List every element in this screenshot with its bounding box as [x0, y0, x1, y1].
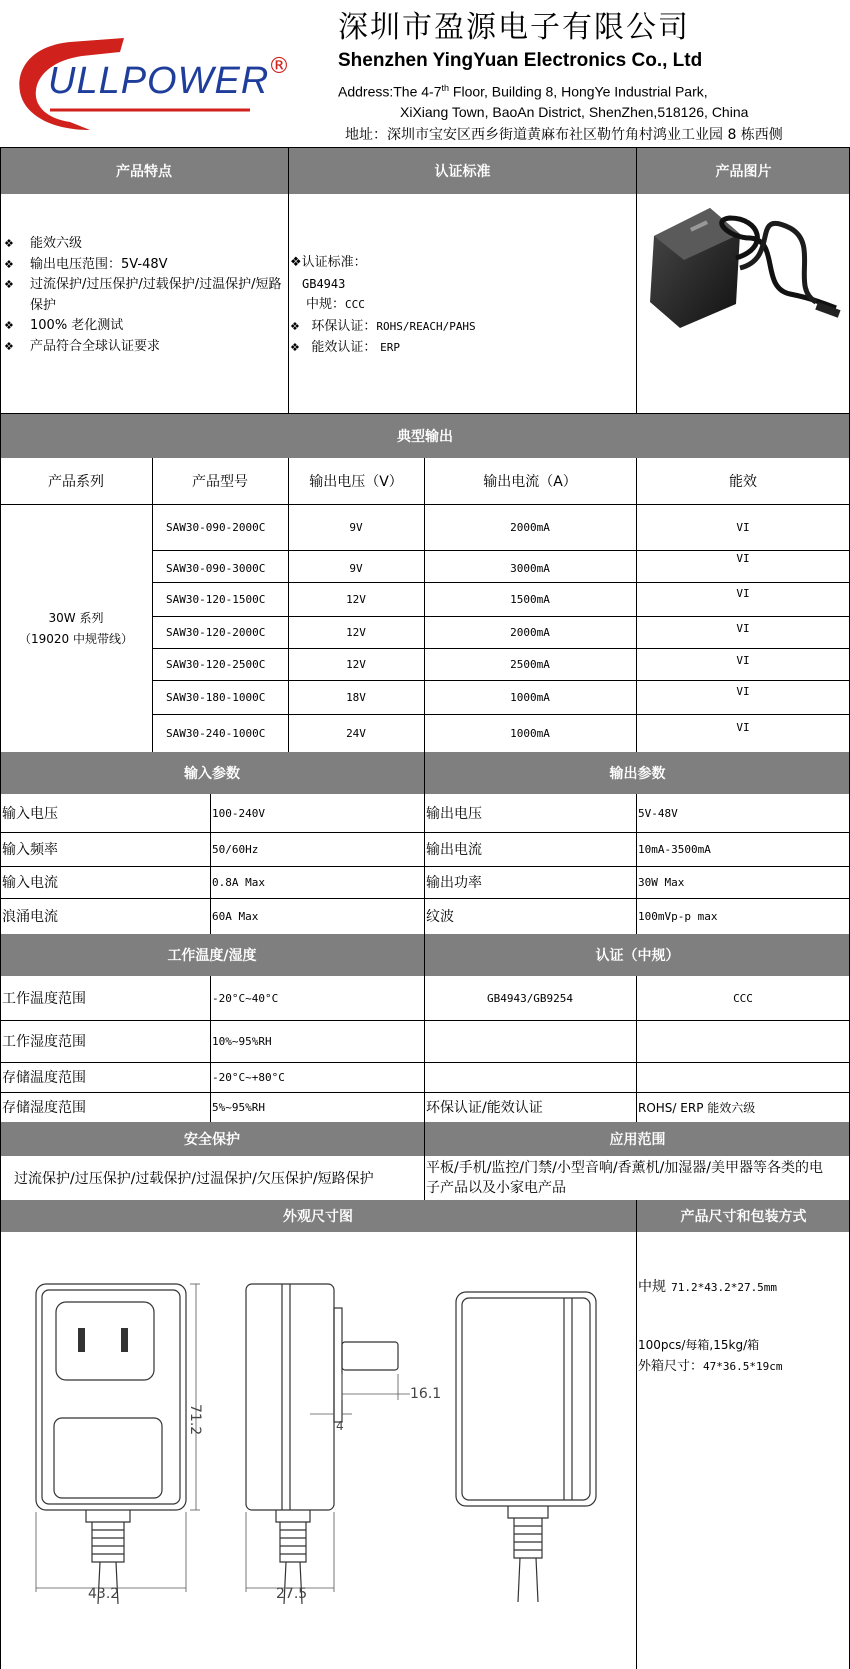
- model-cell: SAW30-180-1000C: [166, 690, 266, 704]
- model-cell: SAW30-240-1000C: [166, 726, 266, 740]
- certs-header: 认证标准: [288, 148, 636, 194]
- cert-standard: GB4943/GB9254: [486, 991, 574, 1005]
- size-label: 中规: [638, 1279, 666, 1295]
- env-label: 工作湿度范围: [2, 1034, 86, 1050]
- cert-mark: ROHS/ ERP 能效六级: [638, 1100, 756, 1115]
- cert-env-label: 环保认证：: [311, 318, 377, 334]
- output-value: 30W Max: [638, 875, 685, 889]
- input-params-header: 输入参数: [0, 752, 424, 794]
- efficiency-cell: VI: [736, 684, 750, 698]
- company-logo: [10, 30, 300, 140]
- current-cell: 1500mA: [510, 592, 550, 606]
- col-header-current: 输出电流（A）: [483, 474, 577, 490]
- cert-standard: 环保认证/能效认证: [426, 1100, 543, 1116]
- table-row: [0, 898, 850, 934]
- output-value: 10mA-3500mA: [638, 842, 711, 856]
- table-row: [0, 794, 850, 832]
- series-cell: [0, 608, 152, 650]
- feature-item: ❖ 产品符合全球认证要求: [2, 337, 286, 358]
- typical-output-table: [0, 458, 850, 752]
- dimensions-header: 外观尺寸图: [0, 1200, 636, 1232]
- dim-height: 71.2: [187, 1404, 203, 1436]
- feature-item: ❖ 100% 老化测试: [2, 316, 286, 337]
- col-header-voltage: 输出电压（V）: [309, 474, 403, 490]
- output-value: 100mVp-p max: [638, 909, 718, 923]
- series-name: 30W 系列: [48, 611, 104, 625]
- model-cell: SAW30-120-2500C: [166, 657, 266, 671]
- env-table: [0, 976, 850, 1122]
- table-row: [152, 714, 850, 752]
- col-header-efficiency: 能效: [729, 474, 757, 490]
- output-params-header: 输出参数: [424, 752, 850, 794]
- logo-text: ULLPOWER: [48, 60, 270, 102]
- feature-item: ❖ 输出电压范围：5V-48V: [2, 255, 286, 276]
- cert-env-value: ROHS/REACH/PAHS: [376, 319, 476, 333]
- table-row: [0, 1062, 850, 1092]
- carton-value: 47*36.5*19cm: [703, 1360, 783, 1373]
- application-line: 平板/手机/监控/门禁/小型音响/香薰机/加湿器/美甲器等各类的电: [426, 1160, 824, 1176]
- efficiency-cell: VI: [736, 520, 750, 534]
- carton-label: 外箱尺寸：: [638, 1359, 704, 1374]
- table-row: [0, 832, 850, 866]
- table-row: [0, 1092, 850, 1122]
- voltage-cell: 12V: [346, 592, 366, 606]
- feature-item: ❖ 过流保护/过压保护/过载保护/过温保护/短路保护: [2, 275, 286, 316]
- header: [0, 0, 850, 148]
- current-cell: 2000mA: [510, 625, 550, 639]
- voltage-cell: 12V: [346, 657, 366, 671]
- efficiency-cell: VI: [736, 720, 750, 734]
- input-label: 输入频率: [2, 842, 58, 858]
- application-text: [426, 1158, 848, 1198]
- diamond-icon: ❖: [290, 341, 300, 354]
- current-cell: 1000mA: [510, 726, 550, 740]
- dimension-drawing-icon: [0, 1232, 636, 1669]
- cert-eff-value: ERP: [380, 341, 401, 354]
- dim-pin-length: 16.1: [410, 1386, 442, 1402]
- voltage-cell: 9V: [349, 561, 363, 575]
- input-value: 100-240V: [212, 806, 265, 820]
- input-value: 50/60Hz: [212, 842, 259, 856]
- input-label: 输入电流: [2, 875, 58, 891]
- efficiency-cell: VI: [736, 653, 750, 667]
- output-label: 输出电压: [426, 806, 482, 822]
- env-label: 工作温度范围: [2, 991, 86, 1007]
- cert-eff-label: 能效认证：: [311, 340, 377, 355]
- address-prefix: Address:The 4-7: [338, 83, 442, 100]
- typical-output-header: 典型输出: [0, 414, 850, 458]
- cert-cn-header: 认证（中规）: [424, 934, 850, 976]
- cert-cn-value: CCC: [345, 298, 365, 311]
- current-cell: 3000mA: [510, 561, 550, 575]
- features-header: 产品特点: [0, 148, 288, 194]
- certs-intro: ❖认证标准：: [290, 255, 367, 270]
- safety-header: 安全保护: [0, 1122, 424, 1156]
- env-value: -20°C~40°C: [212, 991, 279, 1005]
- current-cell: 2500mA: [510, 657, 550, 671]
- size-value: 71.2*43.2*27.5mm: [671, 1281, 778, 1294]
- voltage-cell: 9V: [349, 520, 363, 534]
- cert-cn-label: 中规：: [306, 297, 346, 312]
- io-table: [0, 794, 850, 934]
- cert-gb: GB4943: [302, 276, 346, 291]
- input-value: 60A Max: [212, 909, 259, 923]
- logo-registered: ®: [268, 54, 290, 79]
- adapter-photo-icon: [640, 198, 846, 332]
- front-view: [36, 1284, 200, 1604]
- image-header: 产品图片: [636, 148, 850, 194]
- back-view: [456, 1292, 596, 1602]
- current-cell: 1000mA: [510, 690, 550, 704]
- efficiency-cell: VI: [736, 586, 750, 600]
- voltage-cell: 18V: [346, 690, 366, 704]
- model-cell: SAW30-090-3000C: [166, 561, 266, 575]
- diamond-icon: ❖: [290, 319, 300, 333]
- table-row: [0, 866, 850, 898]
- packing-info: [638, 1276, 848, 1374]
- model-cell: SAW30-090-2000C: [166, 520, 266, 534]
- model-cell: SAW30-120-2000C: [166, 625, 266, 639]
- address-sup: th: [441, 83, 450, 93]
- col-header-model: 产品型号: [192, 474, 248, 490]
- cert-mark: CCC: [733, 991, 753, 1005]
- product-photo: [640, 198, 846, 332]
- packing-header: 产品尺寸和包装方式: [636, 1200, 850, 1232]
- series-note: （19020 中规带线）: [19, 632, 133, 646]
- dim-depth: 27.5: [276, 1586, 308, 1602]
- output-value: 5V-48V: [638, 806, 678, 820]
- safety-row: [0, 1156, 850, 1200]
- env-label: 存储湿度范围: [2, 1100, 86, 1116]
- company-name-cn: 深圳市盈源电子有限公司: [338, 10, 690, 45]
- table-row: [152, 582, 850, 616]
- input-label: 输入电压: [2, 806, 58, 822]
- features-list: [2, 234, 286, 357]
- application-header: 应用范围: [424, 1122, 850, 1156]
- features-section: [0, 194, 850, 414]
- efficiency-cell: VI: [736, 621, 750, 635]
- voltage-cell: 12V: [346, 625, 366, 639]
- table-row: [0, 976, 850, 1020]
- address-line2: XiXiang Town, BaoAn District, ShenZhen,518126, China: [400, 104, 749, 120]
- model-cell: SAW30-120-1500C: [166, 592, 266, 606]
- safety-text: 过流保护/过压保护/过载保护/过温保护/欠压保护/短路保护: [14, 1171, 374, 1187]
- company-name-en: Shenzhen YingYuan Electronics Co., Ltd: [338, 50, 703, 71]
- application-line: 子产品以及小家电产品: [426, 1180, 566, 1196]
- output-label: 输出电流: [426, 842, 482, 858]
- dimensions-section: [0, 1232, 850, 1669]
- voltage-cell: 24V: [346, 726, 366, 740]
- current-cell: 2000mA: [510, 520, 550, 534]
- input-label: 浪涌电流: [2, 909, 58, 925]
- side-view: [246, 1284, 410, 1604]
- env-label: 存储温度范围: [2, 1070, 86, 1086]
- env-header: 工作温度/湿度: [0, 934, 424, 976]
- env-value: 10%~95%RH: [212, 1034, 272, 1048]
- certs-block: [290, 252, 630, 359]
- dim-pin-width: 4: [336, 1419, 344, 1433]
- output-label: 纹波: [426, 909, 454, 925]
- col-header-series: 产品系列: [48, 474, 104, 490]
- dim-width: 43.2: [88, 1586, 120, 1602]
- env-value: -20°C~+80°C: [212, 1070, 285, 1084]
- input-value: 0.8A Max: [212, 875, 265, 889]
- output-label: 输出功率: [426, 875, 482, 891]
- env-value: 5%~95%RH: [212, 1100, 265, 1114]
- table-row: [0, 1020, 850, 1062]
- address-suffix: Floor, Building 8, HongYe Industrial Park,: [449, 83, 708, 100]
- address-cn: 地址：深圳市宝安区西乡街道黄麻布社区勒竹角村鸿业工业园 8 栋西侧: [345, 127, 783, 143]
- feature-item: ❖ 能效六级: [2, 234, 286, 255]
- efficiency-cell: VI: [736, 551, 750, 565]
- address-line1: [338, 83, 708, 100]
- pack-line: 100pcs/每箱,15kg/箱: [638, 1338, 760, 1352]
